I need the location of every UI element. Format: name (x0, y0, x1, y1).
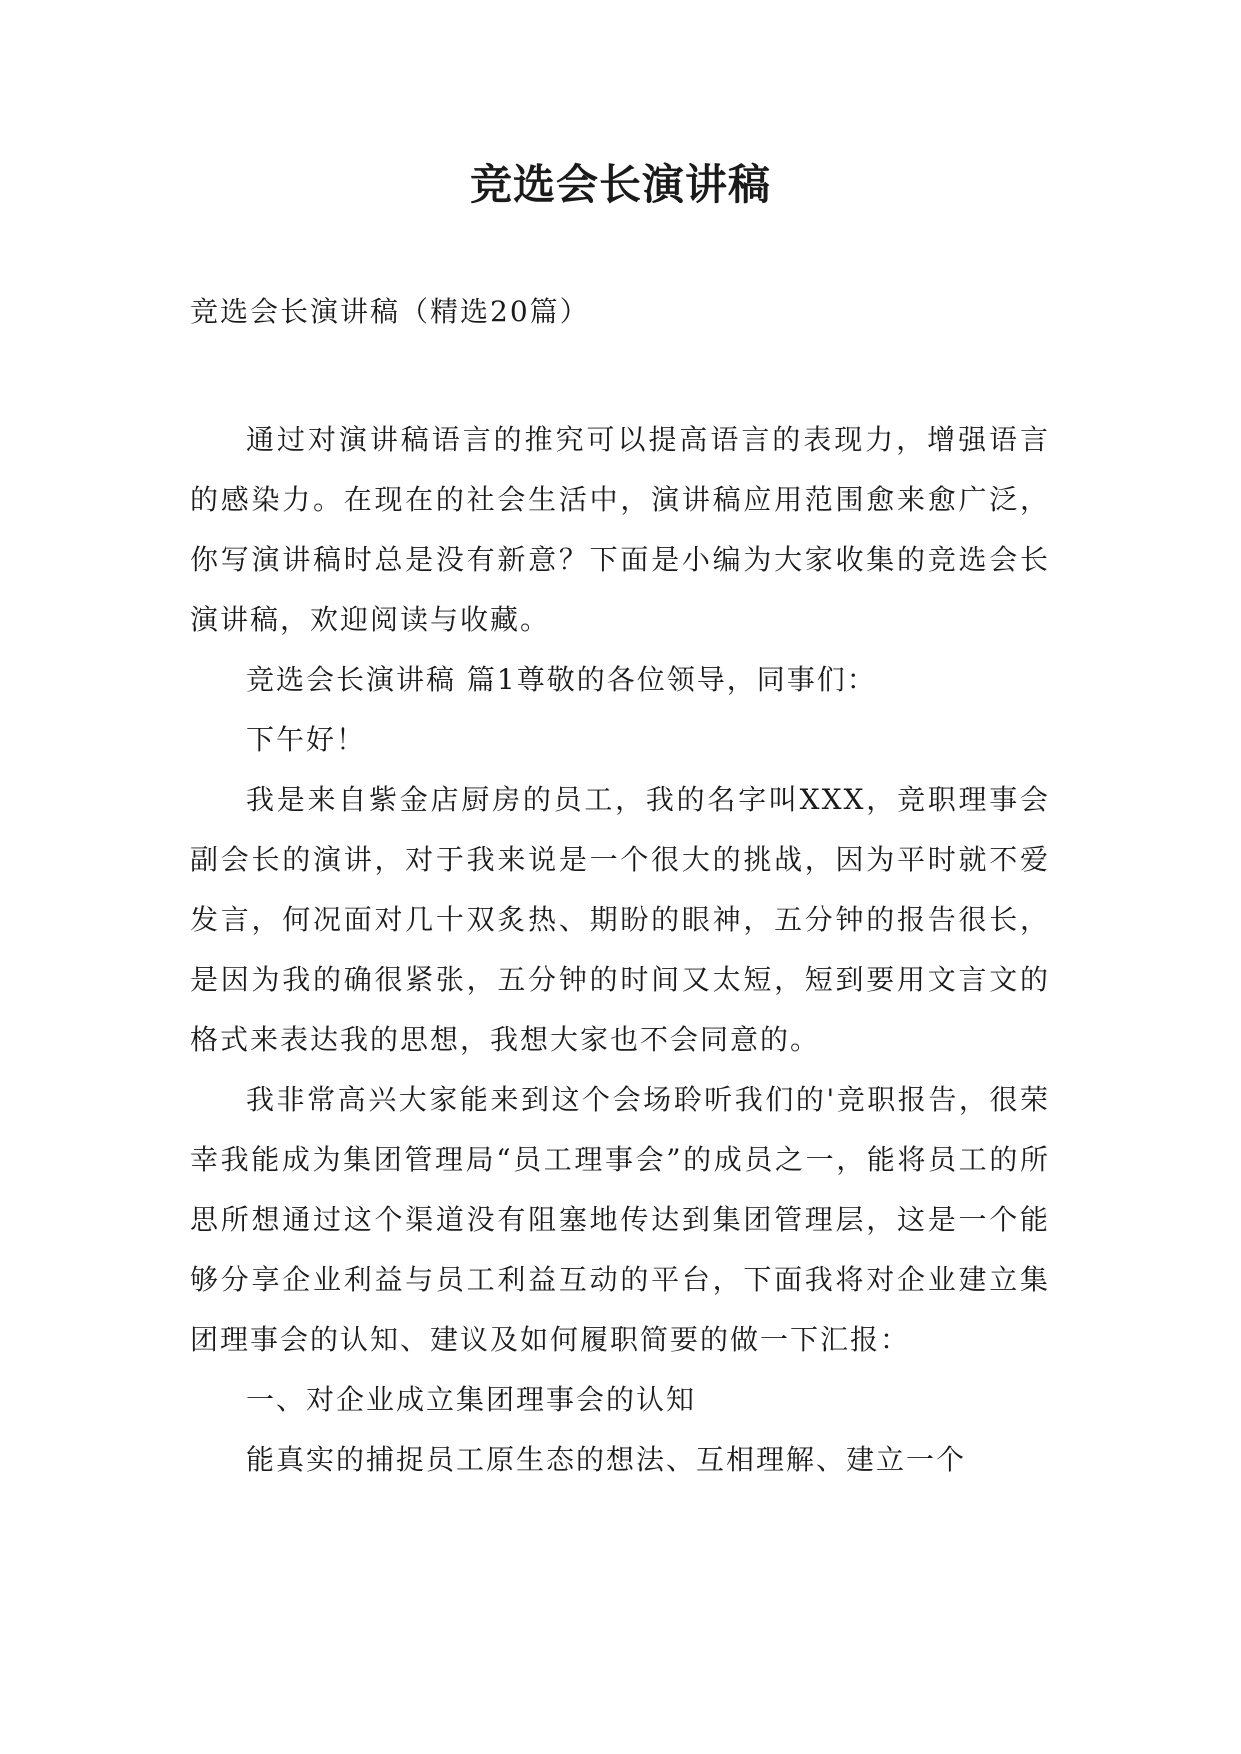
paragraph-self-intro: 我是来自紫金店厨房的员工，我的名字叫XXX，竞职理事会副会长的演讲，对于我来说是一个很大的挑战，因为平时就不爱发言，何况面对几十双炙热、期盼的眼神，五分钟的报告很长，是因为我的确很紧张，五分钟的时间又太短，短到要用文言文的格式来表达我的思想，我想大家也不会同意的。 (190, 783, 1050, 1056)
document-title: 竞选会长演讲稿 (469, 160, 771, 209)
document-subtitle: 竞选会长演讲稿（精选20篇） (190, 295, 590, 328)
paragraph-greeting: 下午好！ (246, 723, 367, 756)
paragraph-intro: 通过对演讲稿语言的推究可以提高语言的表现力，增强语言的感染力。在现在的社会生活中，演讲稿应用范围愈来愈广泛，你写演讲稿时总是没有新意？下面是小编为大家收集的竞选会长演讲稿，欢迎阅读与收藏。 (190, 423, 1050, 636)
paragraph-point-one: 一、对企业成立集团理事会的认知 (246, 1383, 697, 1416)
paragraph-report: 我非常高兴大家能来到这个会场聆听我们的'竞职报告，很荣幸我能成为集团管理局“员工理事会”的成员之一，能将员工的所思所想通过这个渠道没有阻塞地传达到集团管理层，这是一个能够分享企业利益与员工利益互动的平台，下面我将对企业建立集团理事会的认知、建议及如何履职简要的做一下汇报： (190, 1083, 1050, 1356)
paragraph-continued: 能真实的捕捉员工原生态的想法、互相理解、建立一个 (246, 1443, 967, 1476)
paragraph-section-heading: 竞选会长演讲稿 篇1尊敬的各位领导，同事们： (246, 663, 877, 696)
document-body (190, 410, 1050, 1490)
